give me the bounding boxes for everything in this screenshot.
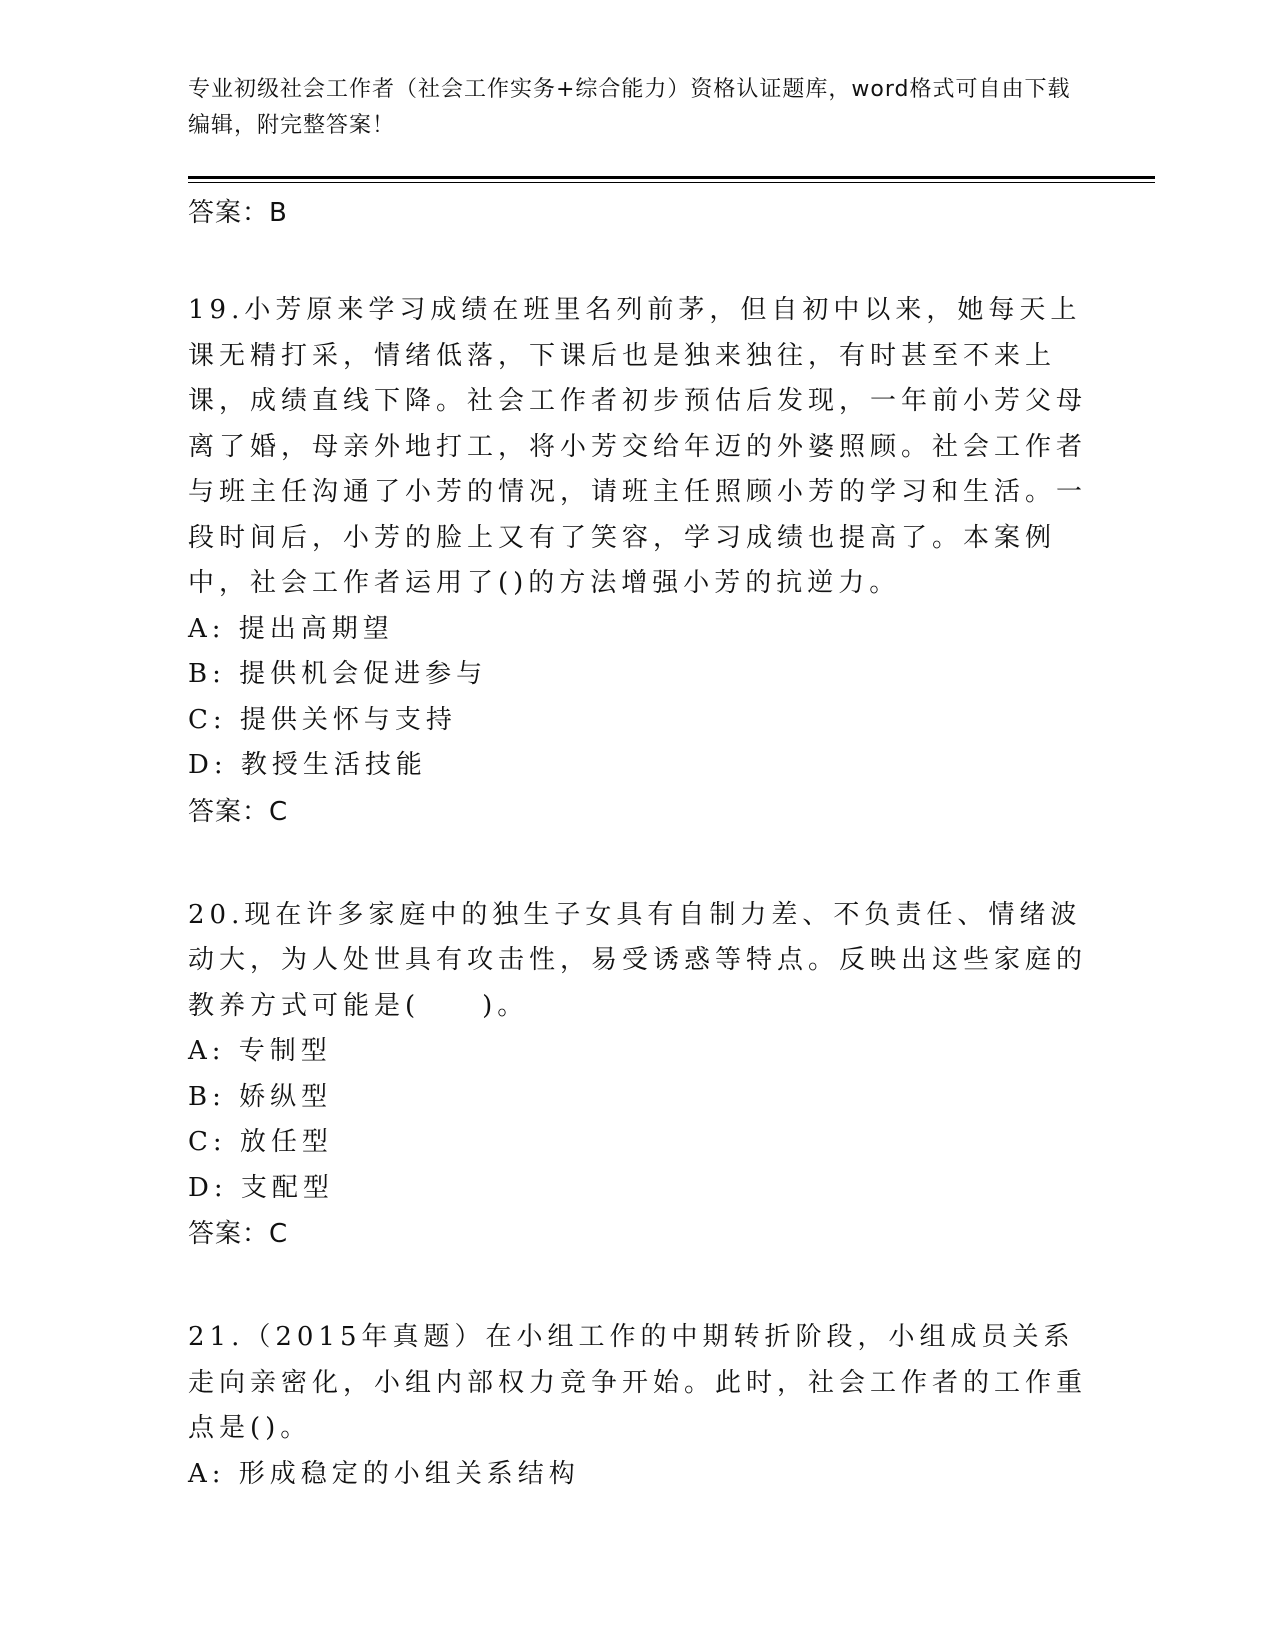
option-d: D: 教授生活技能 xyxy=(188,750,427,780)
option-a: A: 提出高期望 xyxy=(188,613,394,644)
option-a: A: 专制型 xyxy=(188,1036,332,1066)
answer-line: 答案：C xyxy=(188,796,289,827)
header-rule-thin xyxy=(188,182,1155,183)
question-stem: 21.（2015年真题）在小组工作的中期转折阶段，小组成员关系走向亲密化，小组内部权力竞争开始。此时，社会工作者的工作重点是()。 xyxy=(188,1322,1088,1443)
answer-line: 答案：B xyxy=(188,198,288,228)
question-block xyxy=(188,893,1093,1258)
question-block xyxy=(188,1315,1093,1497)
question-stem: 20.现在许多家庭中的独生子女具有自制力差、不负责任、情绪波动大，为人处世具有攻击性，易受诱惑等特点。反映出这些家庭的教养方式可能是( )。 xyxy=(188,899,1088,1021)
answer-line: 答案：C xyxy=(188,1219,289,1249)
option-b: B: 提供机会促进参与 xyxy=(188,659,488,689)
header-rule-thick xyxy=(188,176,1155,179)
option-c: C: 放任型 xyxy=(188,1127,333,1157)
document-header: 专业初级社会工作者（社会工作实务+综合能力）资格认证题库，word格式可自由下载编辑，附完整答案！ xyxy=(188,77,1071,138)
question-block xyxy=(188,288,1093,835)
document-body xyxy=(188,188,1093,1497)
option-d: D: 支配型 xyxy=(188,1172,334,1203)
option-b: B: 娇纵型 xyxy=(188,1081,333,1112)
question-stem: 19.小芳原来学习成绩在班里名列前茅，但自初中以来，她每天上课无精打采，情绪低落，下课后也是独来独往，有时甚至不来上课，成绩直线下降。社会工作者初步预估后发现，一年前小芳父母离了婚，母亲外地打工，将小芳交给年迈的外婆照顾。社会工作者与班主任沟通了小芳的情况，请班主任照顾小芳的学习和生活。一段时间后，小芳的脸上又有了笑容，学习成绩也提高了。本案例中，社会工作者运用了()的方法增强小芳的抗逆力。 xyxy=(188,295,1088,598)
option-a: A: 形成稳定的小组关系结构 xyxy=(188,1458,580,1489)
option-c: C: 提供关怀与支持 xyxy=(188,704,457,735)
